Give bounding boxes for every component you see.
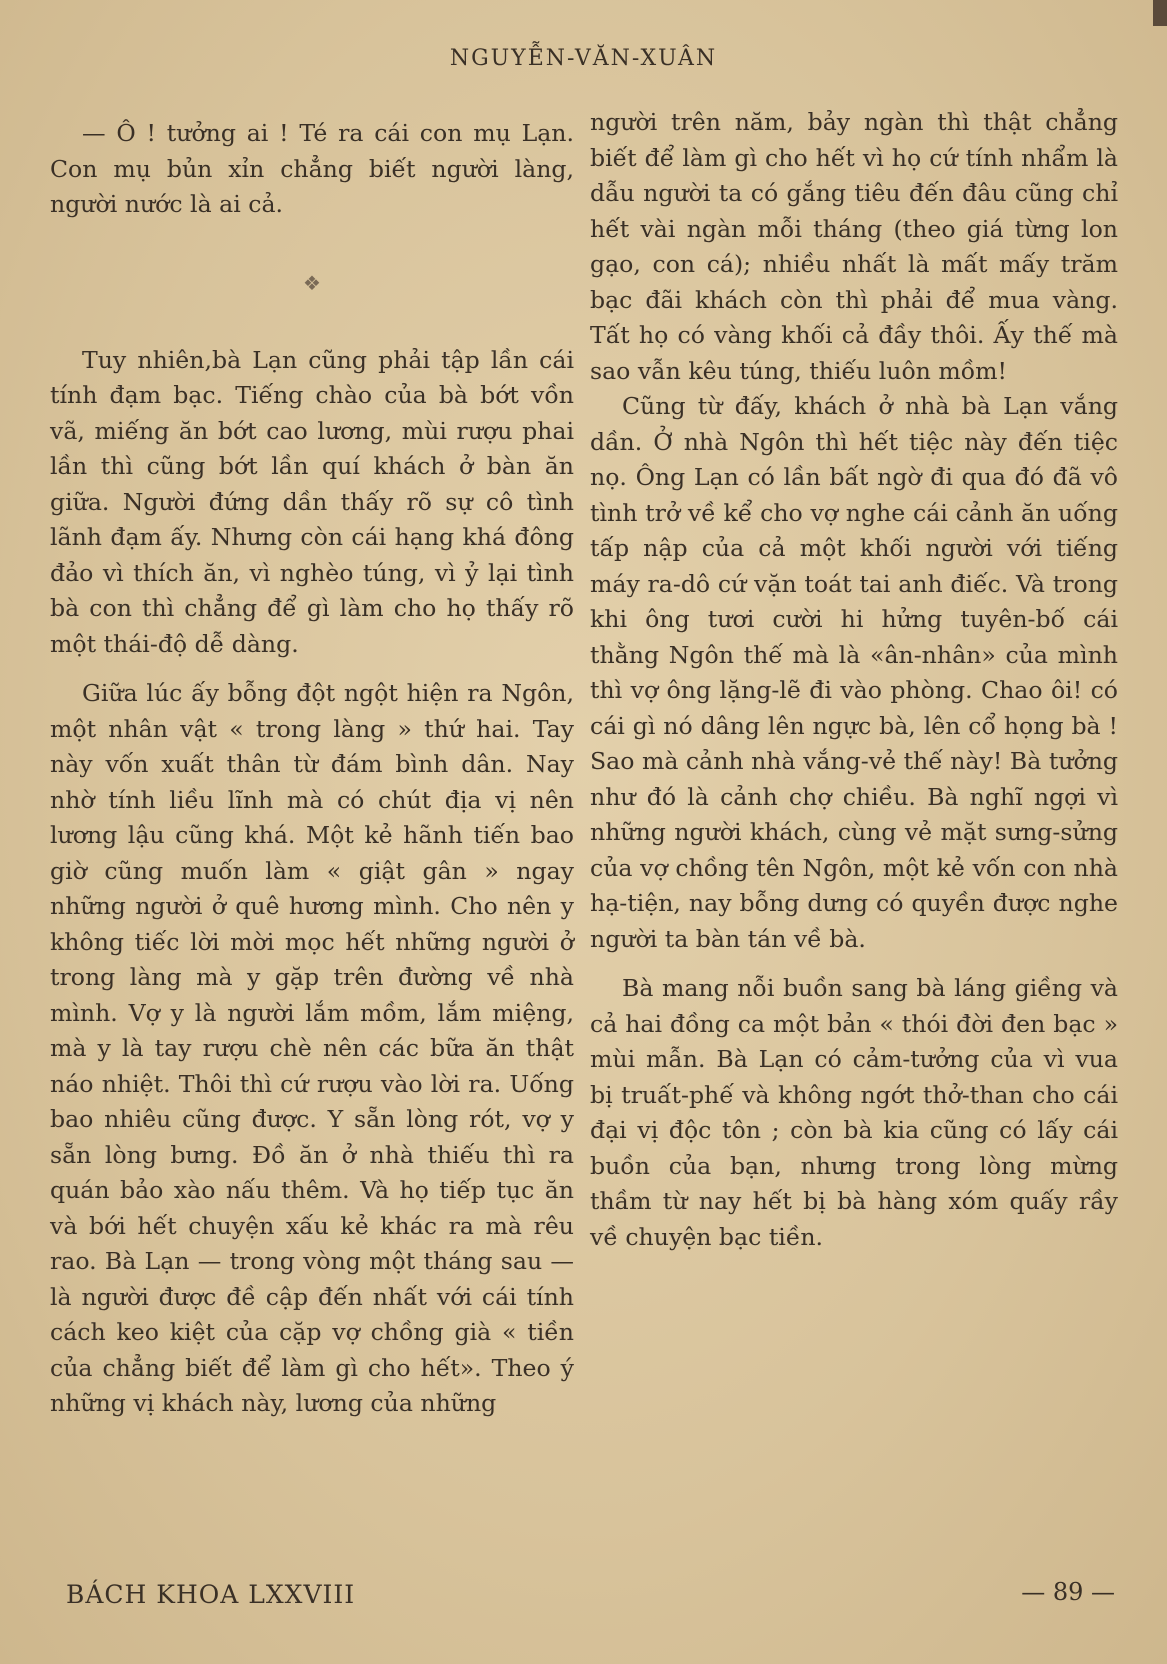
paragraph: — Ô ! tưởng ai ! Té ra cái con mụ Lạn. Con mụ bủn xỉn chẳng biết người làng, người nước là ai cả. xyxy=(50,119,574,218)
paragraph: Tuy nhiên,bà Lạn cũng phải tập lần cái tính đạm bạc. Tiếng chào của bà bớt vồn vã, miếng ăn bớt cao lương, mùi rượu phai lần thì cũng bớt lần quí khách ở bàn ăn giữa. Người đứng dần thấy rõ sự cô tình lãnh đạm ấy. Nhưng còn cái hạng khá đông đảo vì thích ăn, vì nghèo túng, vì ỷ lại tình bà con thì chẳng để gì làm cho họ thấy rõ một thái-độ dễ dàng. xyxy=(50,345,574,658)
section-break-ornament: ❖ xyxy=(303,270,321,295)
paragraph: người trên năm, bảy ngàn thì thật chẳng biết để làm gì cho hết vì họ cứ tính nhẩm là dẫu người ta có gắng tiêu đến đâu cũng chỉ hết vài ngàn mỗi tháng (theo giá từng lon gạo, con cá); nhiều nhất là mất mấy trăm bạc đãi khách còn thì phải để mua vàng. Tất họ có vàng khối cả đầy thôi. Ấy thế mà sao vẫn kêu túng, thiếu luôn mồm! xyxy=(590,108,1118,385)
page-number: — 89 — xyxy=(1021,1578,1115,1606)
running-header-author: NGUYỄN-VĂN-XUÂN xyxy=(449,46,718,71)
corner-mark xyxy=(1153,0,1167,26)
paragraph: Cũng từ đấy, khách ở nhà bà Lạn vắng dần. Ở nhà Ngôn thì hết tiệc này đến tiệc nọ. Ông Lạn có lần bất ngờ đi qua đó đã vô tình trở về kể cho vợ nghe cái cảnh ăn uống tấp nập của cả một khối người với tiếng máy ra-dô cứ vặn toát tai anh điếc. Và trong khi ông tươi cười hi hửng tuyên-bố cái thằng Ngôn thế mà là «ân-nhân» của mình thì vợ ông lặng-lẽ đi vào phòng. Chao ôi! có cái gì nó dâng lên ngực bà, lên cổ họng bà ! Sao mà cảnh nhà vắng-vẻ thế này! Bà tưởng như đó là cảnh chợ chiều. Bà nghĩ ngợi vì những người khách, cùng vẻ mặt sưng-sửng của vợ chồng tên Ngôn, một kẻ vốn con nhà hạ-tiện, nay bỗng dưng có quyền được nghe người ta bàn tán về bà. xyxy=(590,392,1118,953)
left-column xyxy=(50,116,574,1422)
magazine-name-footer: BÁCH KHOA LXXVIII xyxy=(66,1580,356,1609)
paragraph: Giữa lúc ấy bỗng đột ngột hiện ra Ngôn, một nhân vật « trong làng » thứ hai. Tay này vốn xuất thân từ đám bình dân. Nay nhờ tính liều lĩnh mà có chút địa vị nên lương lậu cũng khá. Một kẻ hãnh tiến bao giờ cũng muốn làm « giật gân » ngay những người ở quê hương mình. Cho nên y không tiếc lời mời mọc hết những người ở trong làng mà y gặp trên đường về nhà mình. Vợ y là người lắm mồm, lắm miệng, mà y là tay rượu chè nên các bữa ăn thật náo nhiệt. Thôi thì cứ rượu vào lời ra. Uống bao nhiêu cũng được. Y sẵn lòng rót, vợ y sẵn lòng bưng. Đồ ăn ở nhà thiếu thì ra quán bảo xào nấu thêm. Và họ tiếp tục ăn và bới hết chuyện xấu kẻ khác ra mà rêu rao. Bà Lạn — trong vòng một tháng sau — là người được đề cập đến nhất với cái tính cách keo kiệt của cặp vợ chồng già « tiền của chẳng biết để làm gì cho hết». Theo ý những vị khách này, lương của những xyxy=(50,679,574,1417)
right-column xyxy=(590,105,1118,1255)
paragraph: Bà mang nỗi buồn sang bà láng giềng và cả hai đồng ca một bản « thói đời đen bạc » mùi mẫn. Bà Lạn có cảm-tưởng của vì vua bị truất-phế và không ngớt thở-than cho cái đại vị độc tôn ; còn bà kia cũng có lấy cái buồn của bạn, nhưng trong lòng mừng thầm từ nay hết bị bà hàng xóm quấy rầy về chuyện bạc tiền. xyxy=(590,974,1118,1251)
